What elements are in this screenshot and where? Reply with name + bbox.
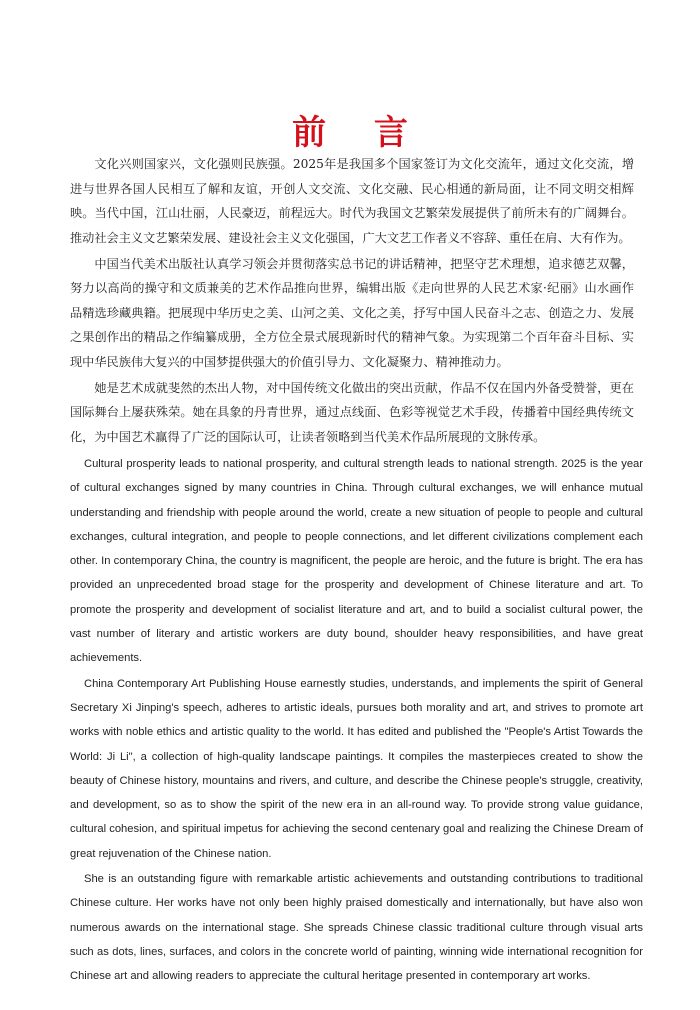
english-text-block	[70, 452, 643, 990]
english-paragraph: She is an outstanding figure with remarkable artistic achievements and outstanding contributions to traditional Chinese culture. Her works have not only been highly praised domestically and internationally, but have also won numerous awards on the international stage. She spreads Chinese classic traditional culture through visual arts such as dots, lines, surfaces, and colors in the concrete world of painting, winning wide international recognition for Chinese art and allowing readers to appreciate the cultural heritage presented in contemporary art works.	[70, 873, 643, 983]
chinese-paragraph: 文化兴则国家兴，文化强则民族强。2025年是我国多个国家签订为文化交流年，通过文化交流，增进与世界各国人民相互了解和友谊，开创人文交流、文化交融、民心相通的新局面，让不同文明交相辉映。当代中国，江山壮丽，人民豪迈，前程远大。时代为我国文艺繁荣发展提供了前所未有的广阔舞台。推动社会主义文艺繁荣发展、建设社会主义文化强国，广大文艺工作者义不容辞、重任在肩、大有作为。	[70, 157, 634, 245]
chinese-paragraph: 中国当代美术出版社认真学习领会并贯彻落实总书记的讲话精神，把坚守艺术理想，追求德艺双馨，努力以高尚的操守和文质兼美的艺术作品推向世界，编辑出版《走向世界的人民艺术家·纪丽》山水画作品精选珍藏典籍。把展现中华历史之美、山河之美、文化之美，抒写中国人民奋斗之志、创造之力、发展之果创作出的精品之作编纂成册，全方位全景式展现新时代的精神气象。为实现第二个百年奋斗目标、实现中华民族伟大复兴的中国梦提供强大的价值引导力、文化凝聚力、精神推动力。	[70, 256, 634, 369]
english-paragraph: Cultural prosperity leads to national prosperity, and cultural strength leads to national strength. 2025 is the year of cultural exchanges signed by many countries in China. Through cultural exchanges, we will enhance mutual understanding and friendship with people around the world, create a new situation of people to people and cultural exchanges, cultural integration, and people to people connections, and let different civilizations complement each other. In contemporary China, the country is magnificent, the people are heroic, and the future is bright. The era has provided an unprecedented broad stage for the prosperity and development of Chinese literature and art. To promote the prosperity and development of socialist literature and art, and to build a socialist cultural power, the vast number of literary and artistic workers are duty bound, shoulder heavy responsibilities, and have great achievements.	[70, 458, 643, 665]
english-paragraph: China Contemporary Art Publishing House earnestly studies, understands, and implements the spirit of General Secretary Xi Jinping's speech, adheres to artistic ideals, pursues both morality and art, and strives to promote art works with noble ethics and artistic quality to the world. It has edited and published the "People's Artist Towards the World: Ji Li", a collection of high-quality landscape paintings. It compiles the masterpieces created to show the beauty of Chinese history, mountains and rivers, and culture, and describe the Chinese people's struggle, creativity, and development, so as to show the spirit of the new era in an all-round way. To provide strong value guidance, cultural cohesion, and spiritual impetus for achieving the second centenary goal and realizing the Chinese Dream of great rejuvenation of the Chinese nation.	[70, 677, 643, 860]
chinese-paragraph: 她是艺术成就斐然的杰出人物，对中国传统文化做出的突出贡献，作品不仅在国内外备受赞誉，更在国际舞台上屡获殊荣。她在具象的丹青世界，通过点线面、色彩等视觉艺术手段，传播着中国经典传统文化，为中国艺术赢得了广泛的国际认可，让读者领略到当代美术作品所展现的文脉传承。	[70, 380, 634, 444]
chinese-text-block	[70, 152, 634, 451]
page-title: 前 言	[292, 112, 426, 153]
